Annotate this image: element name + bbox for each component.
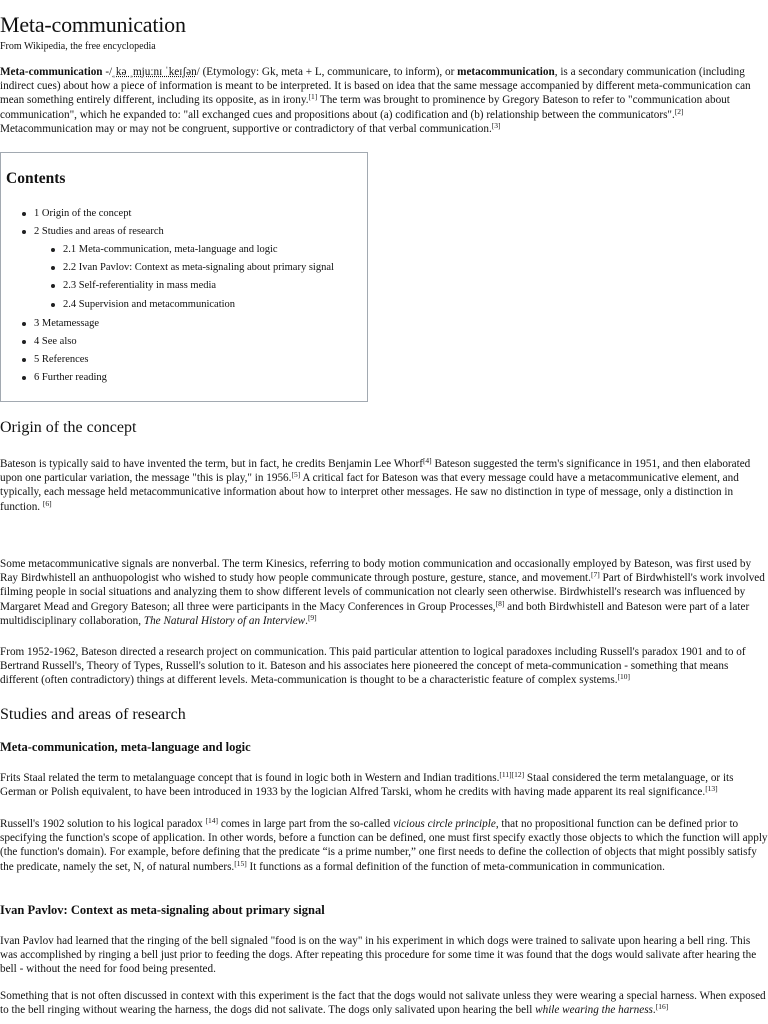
page-title: Meta-communication — [0, 12, 186, 37]
ref-link[interactable]: [14] — [205, 816, 219, 825]
ref-link[interactable]: [3] — [491, 120, 501, 130]
pavlov-paragraph-2: Something that is not often discussed in context with this experiment is the fact that the dogs would not salivate unless they were wearing a special harness. When exposed to the bell ringing without wearing the harness, the dogs did not salivate. The dogs only salivated upon hearing the bell while wearing the harness.[16] — [0, 990, 766, 1017]
ref-link[interactable]: [10] — [617, 672, 630, 682]
toc-item[interactable]: 6 Further reading — [34, 372, 107, 383]
work-title: The Natural History of an Interview — [143, 614, 306, 627]
studies-paragraph-1: Frits Staal related the term to metalanguage concept that is found in logic both in Western and Indian traditions.[11][12] Staal considered the term metalanguage, or its German or Polish equivalent, to have been introduced in 1933 by the logician Alfred Tarski, whom he credits with having made apparent its real significance.[13] — [0, 770, 734, 799]
ref-link[interactable]: [15] — [234, 858, 247, 868]
toc-item[interactable]: 2.2 Ivan Pavlov: Context as meta-signaling about primary signal — [63, 262, 334, 273]
ref-link[interactable]: [2] — [674, 106, 684, 116]
ref-link[interactable]: [7] — [590, 570, 600, 580]
ref-link[interactable]: [5] — [291, 470, 301, 480]
toc-item[interactable]: 2.1 Meta-communication, meta-language and logic — [63, 244, 278, 255]
toc-item[interactable]: 3 Metamessage — [34, 318, 100, 329]
table-of-contents — [0, 152, 368, 402]
origin-paragraph-1: Bateson is typically said to have invented the term, but in fact, he credits Benjamin Lee Whorf[4] Bateson suggested the term's significance in 1951, and then elaborated upon one particular variation, the message "this is play," in 1956.[5] A critical fact for Bateson was that every message could have a metacommunicative element, and typically, each message held metacommunicative information about how to interpret other messages. He saw no distinction in type of message, only a distinction in function. [6] — [0, 456, 751, 513]
subsection-heading-pavlov: Ivan Pavlov: Context as meta-signaling about primary signal — [0, 903, 325, 917]
section-heading-studies: Studies and areas of research — [0, 706, 186, 723]
ref-link[interactable]: [6] — [42, 498, 52, 508]
studies-paragraph-2: Russell's 1902 solution to his logical paradox [14] comes in large part from the so-called vicious circle principle, that no propositional function can be defined prior to specifying the function's scope of application. In other words, before a function can be defined, one must first specify exactly those objects to which the function will apply (the function's domain). For example, before defining that the predicate “is a prime number,” one first needs to define the collection of objects that might possibly satisfy the predicate, namely the set, N, of natural numbers.[15] It functions as a formal definition of the function of meta-communication in communication. — [0, 816, 768, 873]
ref-link[interactable]: [1] — [308, 92, 318, 102]
tagline: From Wikipedia, the free encyclopedia — [0, 41, 156, 52]
toc-item[interactable]: 2.3 Self-referentiality in mass media — [63, 280, 217, 291]
section-heading-origin: Origin of the concept — [0, 419, 137, 436]
pavlov-paragraph-1: Ivan Pavlov had learned that the ringing of the bell signaled "food is on the way" in his experiment in which dogs were trained to salivate upon hearing a bell ring. This was accomplished by ringing a bell just prior to feeding the dogs. After repeating this procedure for some time it was found that the dogs would salivate after hearing the bell - without the need for food being presented. — [0, 935, 757, 976]
toc-item[interactable]: 4 See also — [34, 336, 77, 347]
toc-item[interactable]: 2.4 Supervision and metacommunication — [63, 299, 236, 310]
ref-link[interactable]: [13] — [705, 784, 718, 794]
ref-link[interactable]: [4] — [422, 456, 432, 465]
subsection-heading-logic: Meta-communication, meta-language and logic — [0, 740, 251, 754]
origin-paragraph-2: Some metacommunicative signals are nonverbal. The term Kinesics, referring to body motion communication and occasionally employed by Bateson, was first used by Ray Birdwhistell an anthuopologist who wished to study how people communicate through posture, gesture, stance, and movement.[7] Part of Birdwhistell's work involved filming people in social situations and analyzing them to show different levels of communication not clearly seen otherwise. Birdwhistell's research was influenced by Margaret Mead and Gregory Bateson; all three were participants in the Macy Conferences in Group Processes,[8] and both Birdwhistell and Bateson were part of a later multidisciplinary collaboration, The Natural History of an Interview.[9] — [0, 558, 765, 627]
ipa-pronunciation[interactable]: ˌkə ˌmjuːnɪ ˈkeɪʃən — [112, 66, 197, 78]
toc-item[interactable]: 5 References — [34, 354, 89, 365]
toc-title: Contents — [6, 170, 66, 187]
ref-link[interactable]: [9] — [307, 612, 317, 622]
ref-link[interactable]: [16] — [655, 1002, 669, 1012]
ref-link[interactable]: [11][12] — [499, 770, 525, 779]
alt-term: metacommunication — [457, 66, 555, 78]
ref-link[interactable]: [8] — [495, 598, 505, 608]
lead-term: Meta-communication — [0, 66, 103, 78]
toc-item[interactable]: 1 Origin of the concept — [34, 208, 132, 219]
toc-item[interactable]: 2 Studies and areas of research — [34, 226, 164, 237]
intro-paragraph: Meta-communication -/ˌkə ˌmjuːnɪ ˈkeɪʃən/ (Etymology: Gk, meta + L, communicare, to inform), or metacommunication, is a secondary communication (including indirect cues) about how a piece of information is meant to be interpreted. It is based on idea that the same message accompanied by different meta-communication can mean something entirely different, including its opposite, as in irony.[1] The term was brought to prominence by Gregory Bateson to refer to "communication about communication", which he expanded to: "all exchanged cues and propositions about (a) codification and (b) relationship between the communicators".[2] Metacommunication may or may not be congruent, supportive or contradictory of that verbal communication.[3] — [0, 66, 751, 135]
origin-paragraph-3: From 1952-1962, Bateson directed a research project on communication. This paid particular attention to logical paradoxes including Russell's paradox 1901 and to of Bertrand Russell's, Theory of Types, Russell's solution to it. Bateson and his associates here pioneered the concept of meta-communication - something that means different (often contradictory) things at different levels. Meta-communication is thought to be a characteristic feature of complex systems.[10] — [0, 646, 746, 687]
